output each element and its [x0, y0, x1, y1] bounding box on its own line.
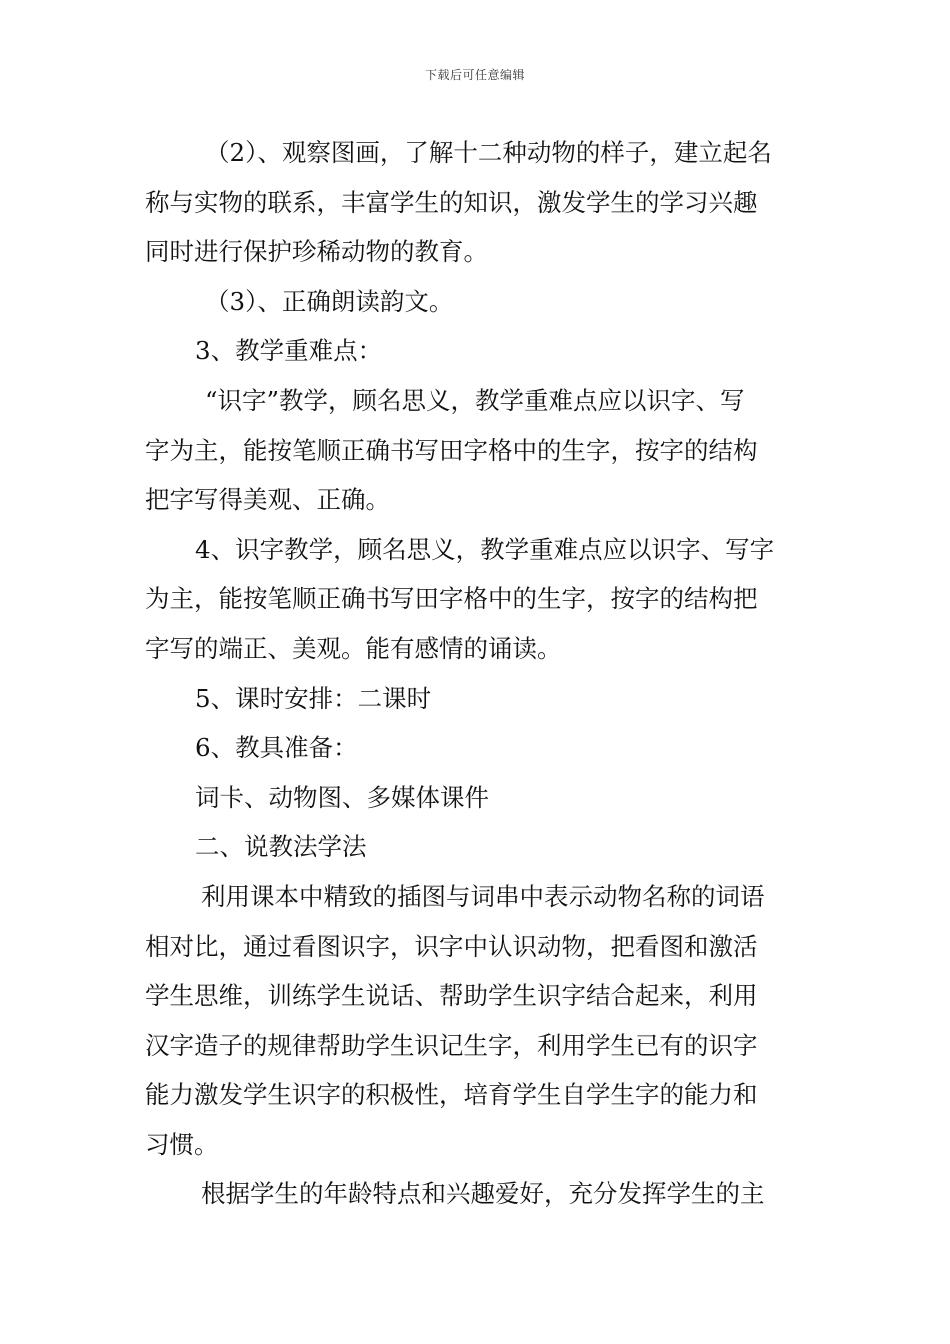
document-body — [145, 128, 807, 1219]
text-line: 汉字造子的规律帮助学生识记生字，利用学生已有的识字 — [145, 1030, 758, 1060]
text-line: 称与实物的联系，丰富学生的知识，激发学生的学习兴趣 — [145, 187, 758, 217]
text-line: 同时进行保护珍稀动物的教育。 — [145, 237, 488, 267]
text-line: 字为主，能按笔顺正确书写田字格中的生字，按字的结构 — [145, 435, 758, 465]
text-line: 相对比，通过看图识字，识字中认识动物，把看图和激活 — [145, 931, 758, 961]
text-line: 习惯。 — [145, 1129, 219, 1159]
text-line: “识字”教学，顾名思义，教学重难点应以识字、写 — [205, 385, 745, 415]
text-line: 为主，能按笔顺正确书写田字格中的生字，按字的结构把 — [145, 584, 758, 614]
section-heading: 6、教具准备： — [195, 733, 358, 763]
page-header: 下载后可任意编辑 — [424, 68, 525, 82]
section-heading: 二、说教法学法 — [195, 832, 367, 862]
text-line: 4、识字教学，顾名思义，教学重难点应以识字、写字 — [195, 534, 775, 564]
text-line: 利用课本中精致的插图与词串中表示动物名称的词语 — [201, 881, 765, 911]
text-line: 学生思维，训练学生说话、帮助学生识字结合起来，利用 — [145, 981, 758, 1011]
section-heading: 5、课时安排：二课时 — [195, 683, 432, 713]
text-line: 能力激发学生识字的积极性，培育学生自学生字的能力和 — [145, 1080, 758, 1110]
text-line: 词卡、动物图、多媒体课件 — [195, 782, 489, 812]
text-line: 把字写得美观、正确。 — [145, 485, 390, 515]
text-line: （2）、观察图画，了解十二种动物的样子，建立起名 — [205, 138, 772, 167]
text-line: （3）、正确朗读韵文。 — [205, 286, 454, 316]
text-line: 字写的端正、美观。能有感情的诵读。 — [145, 633, 562, 663]
text-line: 根据学生的年龄特点和兴趣爱好，充分发挥学生的主 — [201, 1179, 765, 1209]
section-heading: 3、教学重难点： — [195, 336, 383, 366]
